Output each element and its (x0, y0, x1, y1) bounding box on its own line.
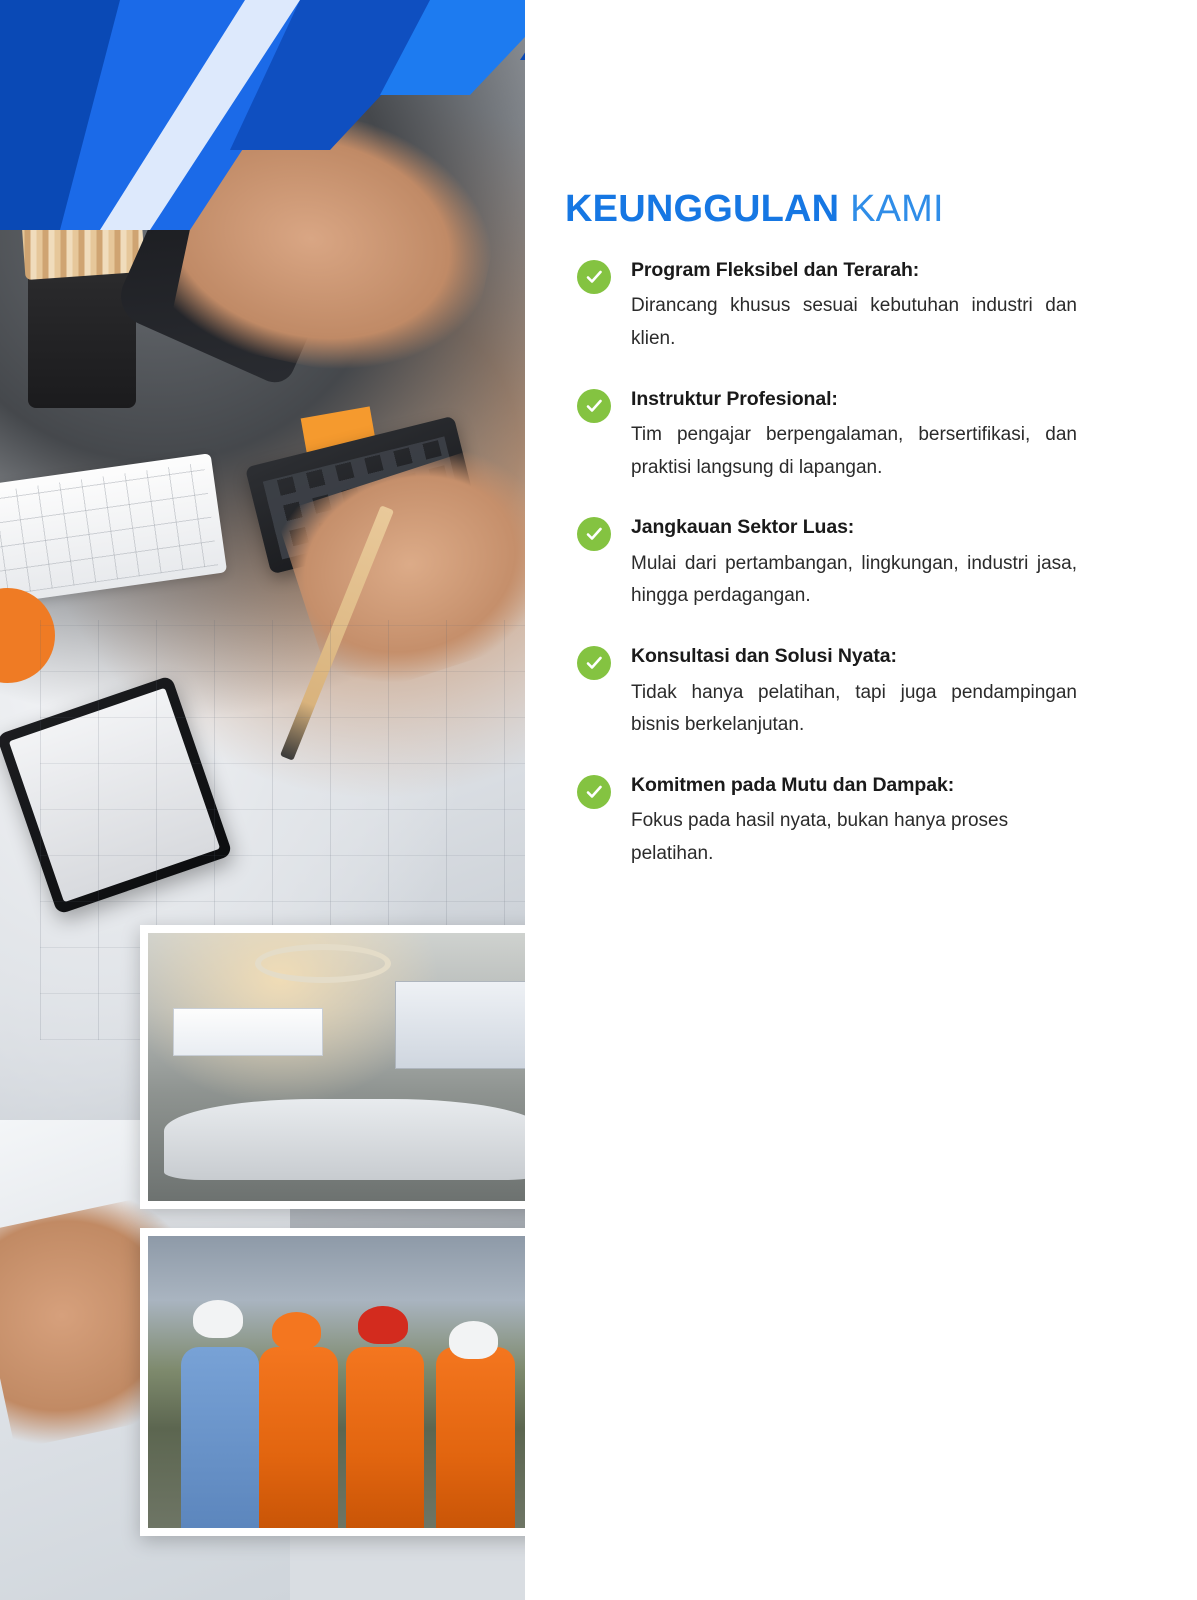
check-circle-icon (577, 775, 611, 809)
list-item-title: Komitmen pada Mutu dan Dampak: (631, 773, 955, 796)
list-item-title: Konsultasi dan Solusi Nyata: (631, 645, 897, 668)
check-circle-icon (577, 260, 611, 294)
conference-table (164, 1099, 543, 1179)
list-item (565, 515, 1077, 613)
orange-object (0, 588, 55, 683)
safety-helmet (358, 1306, 407, 1344)
tablet-device (0, 675, 233, 915)
list-item (565, 773, 1077, 871)
list-item-body: Dirancang khusus sesuai kebutuhan industri dan klien. (631, 295, 1077, 350)
list-item (565, 387, 1077, 485)
list-item-title: Program Fleksibel dan Terarah: (631, 259, 920, 281)
list-item (565, 258, 1077, 356)
worker-figure (181, 1347, 259, 1528)
worker-figure (346, 1347, 424, 1528)
worker-figure (436, 1347, 514, 1528)
check-circle-icon (577, 646, 611, 680)
field-workers-photo-card (140, 1228, 568, 1536)
check-circle-icon (577, 389, 611, 423)
list-item-title: Instruktur Profesional: (631, 387, 838, 410)
list-item-title: Jangkauan Sektor Luas: (631, 516, 855, 539)
keyboard-object (0, 453, 227, 607)
ceiling-light (255, 944, 391, 983)
page-title (565, 188, 944, 231)
safety-helmet (193, 1300, 242, 1338)
advantages-list (565, 258, 1077, 902)
field-workers-photo (148, 1236, 560, 1528)
list-item-body: Fokus pada hasil nyata, bukan hanya proses pelatihan. (631, 810, 1009, 864)
pencil-cup-object (28, 268, 136, 408)
meeting-room-photo-card (140, 925, 568, 1209)
meeting-room-photo (148, 933, 560, 1201)
worker-figure (259, 1347, 337, 1528)
event-banner (173, 1008, 323, 1056)
safety-helmet (272, 1312, 321, 1350)
check-circle-icon (577, 517, 611, 551)
list-item (565, 644, 1077, 742)
list-item-body: Tim pengajar berpengalaman, bersertifikasi, dan praktisi langsung di lapangan. (631, 424, 1077, 478)
safety-helmet (449, 1321, 498, 1359)
projector-screen (395, 981, 533, 1069)
page-title-strong: KEUNGGULAN (565, 188, 840, 230)
page-title-light: KAMI (850, 188, 944, 230)
list-item-body: Mulai dari pertambangan, lingkungan, industri jasa, hingga perdagangan. (631, 552, 1077, 607)
right-content-column (525, 0, 1197, 1600)
list-item-body: Tidak hanya pelatihan, tapi juga pendampingan bisnis berkelanjutan. (631, 681, 1077, 736)
